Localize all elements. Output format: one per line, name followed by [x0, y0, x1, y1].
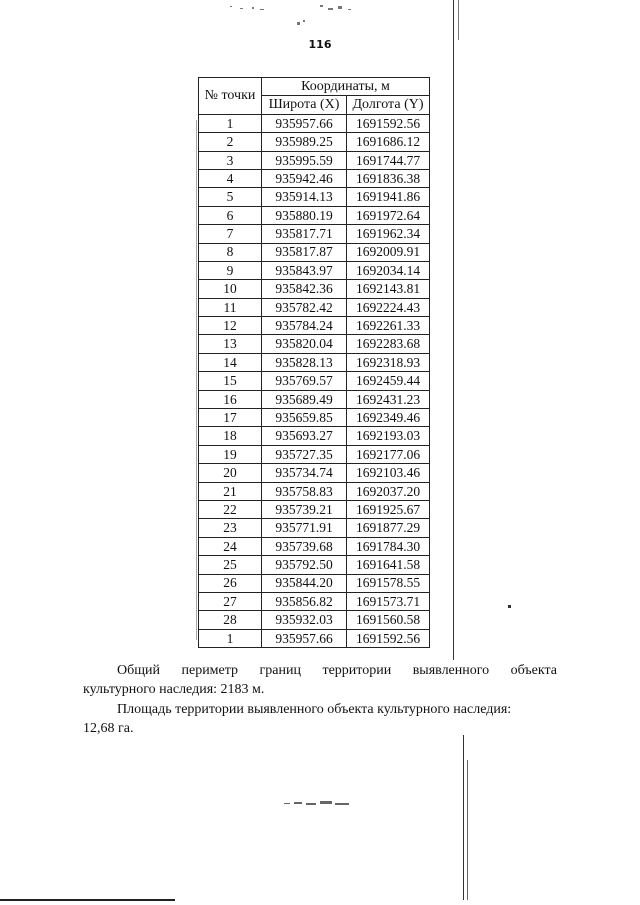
longitude-y-cell: 1691962.34 — [347, 225, 430, 243]
table-row — [199, 445, 430, 463]
scan-line-bottom — [0, 899, 175, 901]
longitude-y-cell: 1692459.44 — [347, 372, 430, 390]
latitude-x-cell: 935782.42 — [262, 298, 347, 316]
latitude-x-cell: 935820.04 — [262, 335, 347, 353]
coordinates-table — [198, 77, 430, 648]
latitude-x-cell: 935739.21 — [262, 500, 347, 518]
perimeter-word: периметр — [181, 663, 239, 678]
point-number-cell: 24 — [199, 537, 262, 555]
point-number-cell: 1 — [199, 114, 262, 132]
longitude-y-cell: 1691573.71 — [347, 592, 430, 610]
table-row — [199, 592, 430, 610]
table-row — [199, 169, 430, 187]
point-number-cell: 15 — [199, 372, 262, 390]
table-row — [199, 133, 430, 151]
point-number-cell: 9 — [199, 261, 262, 279]
point-number-cell: 10 — [199, 280, 262, 298]
latitude-x-cell: 935880.19 — [262, 206, 347, 224]
table-row — [199, 574, 430, 592]
scan-line-right-1 — [453, 0, 454, 660]
header-latitude-x: Широта (X) — [262, 96, 347, 114]
latitude-x-cell: 935784.24 — [262, 317, 347, 335]
latitude-x-cell: 935957.66 — [262, 114, 347, 132]
table-header-row — [199, 78, 430, 96]
longitude-y-cell: 1692193.03 — [347, 427, 430, 445]
point-number-cell: 16 — [199, 390, 262, 408]
latitude-x-cell: 935734.74 — [262, 464, 347, 482]
latitude-x-cell: 935739.68 — [262, 537, 347, 555]
perimeter-word: территории — [322, 663, 392, 678]
longitude-y-cell: 1691744.77 — [347, 151, 430, 169]
latitude-x-cell: 935727.35 — [262, 445, 347, 463]
point-number-cell: 2 — [199, 133, 262, 151]
perimeter-line-1 — [83, 661, 557, 680]
point-number-cell: 8 — [199, 243, 262, 261]
table-row — [199, 225, 430, 243]
longitude-y-cell: 1691592.56 — [347, 629, 430, 647]
latitude-x-cell: 935843.97 — [262, 261, 347, 279]
table-row — [199, 280, 430, 298]
point-number-cell: 20 — [199, 464, 262, 482]
area-paragraph — [83, 700, 557, 738]
scan-dot — [508, 605, 511, 608]
table-row — [199, 243, 430, 261]
latitude-x-cell: 935817.71 — [262, 225, 347, 243]
latitude-x-cell: 935659.85 — [262, 409, 347, 427]
point-number-cell: 25 — [199, 556, 262, 574]
header-longitude-y: Долгота (Y) — [347, 96, 430, 114]
point-number-cell: 22 — [199, 500, 262, 518]
scan-noise-top — [200, 0, 420, 30]
latitude-x-cell: 935769.57 — [262, 372, 347, 390]
table-row — [199, 500, 430, 518]
point-number-cell: 18 — [199, 427, 262, 445]
table-body — [199, 114, 430, 647]
latitude-x-cell: 935828.13 — [262, 353, 347, 371]
latitude-x-cell: 935942.46 — [262, 169, 347, 187]
point-number-cell: 19 — [199, 445, 262, 463]
point-number-cell: 4 — [199, 169, 262, 187]
area-line-1: Площадь территории выявленного объекта культурного наследия: — [117, 702, 512, 717]
point-number-cell: 5 — [199, 188, 262, 206]
scan-line-right-4 — [467, 760, 468, 900]
table-row — [199, 519, 430, 537]
header-point-number: № точки — [199, 78, 262, 115]
table-row — [199, 537, 430, 555]
scan-line-right-2 — [458, 0, 459, 40]
latitude-x-cell: 935989.25 — [262, 133, 347, 151]
point-number-cell: 6 — [199, 206, 262, 224]
perimeter-word: границ — [259, 663, 301, 678]
longitude-y-cell: 1692318.93 — [347, 353, 430, 371]
longitude-y-cell: 1691972.64 — [347, 206, 430, 224]
perimeter-paragraph — [83, 661, 557, 699]
longitude-y-cell: 1692143.81 — [347, 280, 430, 298]
header-coordinates: Координаты, м — [262, 78, 430, 96]
table-row — [199, 335, 430, 353]
table-row — [199, 556, 430, 574]
latitude-x-cell: 935842.36 — [262, 280, 347, 298]
longitude-y-cell: 1692034.14 — [347, 261, 430, 279]
longitude-y-cell: 1692103.46 — [347, 464, 430, 482]
table-row — [199, 409, 430, 427]
latitude-x-cell: 935932.03 — [262, 611, 347, 629]
scan-noise-bottom — [280, 798, 360, 810]
latitude-x-cell: 935957.66 — [262, 629, 347, 647]
longitude-y-cell: 1692224.43 — [347, 298, 430, 316]
table-row — [199, 206, 430, 224]
longitude-y-cell: 1692349.46 — [347, 409, 430, 427]
latitude-x-cell: 935689.49 — [262, 390, 347, 408]
latitude-x-cell: 935758.83 — [262, 482, 347, 500]
table-row — [199, 114, 430, 132]
point-number-cell: 27 — [199, 592, 262, 610]
latitude-x-cell: 935771.91 — [262, 519, 347, 537]
table-row — [199, 353, 430, 371]
point-number-cell: 1 — [199, 629, 262, 647]
table-row — [199, 427, 430, 445]
point-number-cell: 13 — [199, 335, 262, 353]
longitude-y-cell: 1692261.33 — [347, 317, 430, 335]
longitude-y-cell: 1691784.30 — [347, 537, 430, 555]
table-row — [199, 482, 430, 500]
point-number-cell: 11 — [199, 298, 262, 316]
latitude-x-cell: 935914.13 — [262, 188, 347, 206]
table-row — [199, 298, 430, 316]
table-row — [199, 629, 430, 647]
longitude-y-cell: 1692283.68 — [347, 335, 430, 353]
longitude-y-cell: 1691592.56 — [347, 114, 430, 132]
longitude-y-cell: 1692037.20 — [347, 482, 430, 500]
latitude-x-cell: 935844.20 — [262, 574, 347, 592]
table-row — [199, 390, 430, 408]
latitude-x-cell: 935817.87 — [262, 243, 347, 261]
table-row — [199, 151, 430, 169]
table-row — [199, 611, 430, 629]
table-row — [199, 464, 430, 482]
latitude-x-cell: 935693.27 — [262, 427, 347, 445]
point-number-cell: 14 — [199, 353, 262, 371]
table-row — [199, 372, 430, 390]
longitude-y-cell: 1692009.91 — [347, 243, 430, 261]
table-row — [199, 188, 430, 206]
scan-line-table-left — [196, 120, 197, 640]
table-row — [199, 317, 430, 335]
point-number-cell: 17 — [199, 409, 262, 427]
point-number-cell: 21 — [199, 482, 262, 500]
point-number-cell: 23 — [199, 519, 262, 537]
scan-line-right-3 — [463, 735, 464, 900]
table-row — [199, 261, 430, 279]
point-number-cell: 3 — [199, 151, 262, 169]
longitude-y-cell: 1691877.29 — [347, 519, 430, 537]
latitude-x-cell: 935856.82 — [262, 592, 347, 610]
longitude-y-cell: 1691836.38 — [347, 169, 430, 187]
latitude-x-cell: 935792.50 — [262, 556, 347, 574]
longitude-y-cell: 1691578.55 — [347, 574, 430, 592]
longitude-y-cell: 1691686.12 — [347, 133, 430, 151]
page-number: 116 — [308, 38, 332, 51]
longitude-y-cell: 1691641.58 — [347, 556, 430, 574]
longitude-y-cell: 1691941.86 — [347, 188, 430, 206]
point-number-cell: 12 — [199, 317, 262, 335]
perimeter-line-2: культурного наследия: 2183 м. — [83, 682, 265, 697]
longitude-y-cell: 1691925.67 — [347, 500, 430, 518]
perimeter-word: объекта — [510, 663, 557, 678]
longitude-y-cell: 1692177.06 — [347, 445, 430, 463]
point-number-cell: 28 — [199, 611, 262, 629]
point-number-cell: 26 — [199, 574, 262, 592]
perimeter-word: Общий — [117, 663, 160, 678]
area-line-2: 12,68 га. — [83, 721, 134, 736]
latitude-x-cell: 935995.59 — [262, 151, 347, 169]
longitude-y-cell: 1691560.58 — [347, 611, 430, 629]
perimeter-word: выявленного — [412, 663, 490, 678]
point-number-cell: 7 — [199, 225, 262, 243]
longitude-y-cell: 1692431.23 — [347, 390, 430, 408]
